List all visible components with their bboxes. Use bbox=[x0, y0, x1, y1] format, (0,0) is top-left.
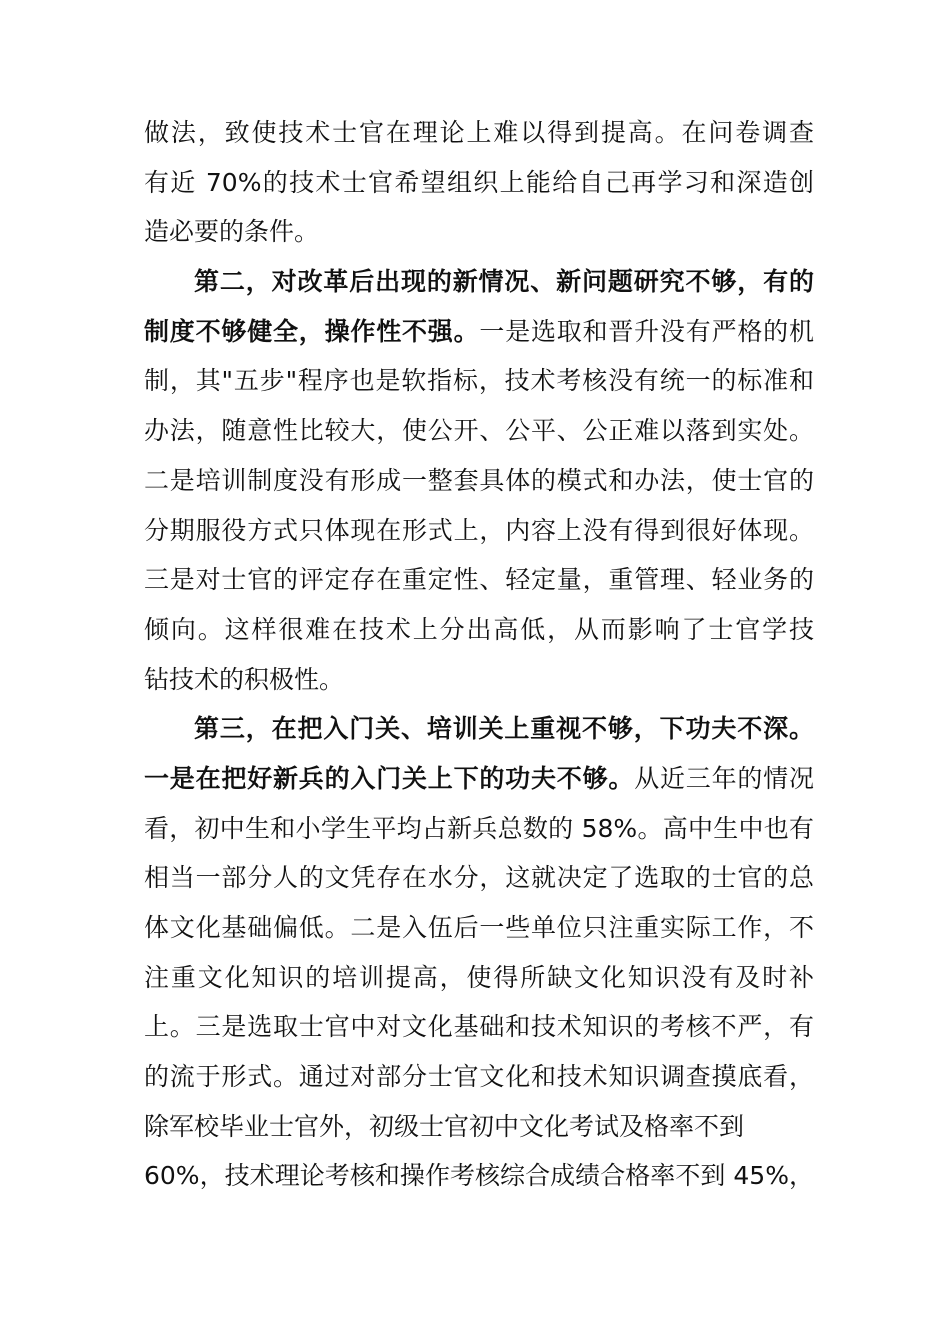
bold-heading-text: 制度不够健全，操作性不强。 bbox=[144, 316, 480, 346]
text-line bbox=[144, 555, 814, 605]
paragraph-text: 制，其"五步"程序也是软指标，技术考核没有统一的标准和 bbox=[144, 366, 814, 396]
paragraph-text: 倾向。这样很难在技术上分出高低，从而影响了士官学技 bbox=[144, 614, 814, 644]
text-line bbox=[144, 853, 814, 903]
text-line bbox=[144, 456, 814, 506]
paragraph-text: 看，初中生和小学生平均占新兵总数的 58%。高中生中也有 bbox=[144, 813, 814, 843]
text-line bbox=[144, 655, 814, 705]
paragraph-text: 60%，技术理论考核和操作考核综合成绩合格率不到 45%， bbox=[144, 1161, 814, 1191]
text-line bbox=[144, 506, 814, 556]
text-line bbox=[144, 903, 814, 953]
text-line bbox=[144, 108, 814, 158]
body-text bbox=[144, 108, 814, 1201]
text-line bbox=[144, 1052, 814, 1102]
paragraph-text: 从近三年的情况 bbox=[634, 763, 814, 793]
text-line bbox=[144, 953, 814, 1003]
text-line bbox=[144, 1151, 814, 1201]
paragraph-text: 造必要的条件。 bbox=[144, 217, 320, 247]
paragraph-text: 一是选取和晋升没有严格的机 bbox=[479, 316, 814, 346]
paragraph-text: 三是对士官的评定存在重定性、轻定量，重管理、轻业务的 bbox=[144, 565, 814, 595]
paragraph-text: 相当一部分人的文凭存在水分，这就决定了选取的士官的总 bbox=[144, 863, 814, 893]
paragraph-text: 有近 70%的技术士官希望组织上能给自己再学习和深造创 bbox=[144, 167, 814, 197]
bold-heading-text: 一是在把好新兵的入门关上下的功夫不够。 bbox=[144, 763, 635, 793]
paragraph-text: 除军校毕业士官外，初级士官初中文化考试及格率不到 bbox=[144, 1111, 745, 1141]
paragraph-text: 做法，致使技术士官在理论上难以得到提高。在问卷调查 bbox=[144, 118, 814, 147]
text-line bbox=[144, 158, 814, 208]
bold-heading-text: 第三，在把入门关、培训关上重视不够，下功夫不深。 bbox=[194, 714, 814, 744]
text-line bbox=[144, 704, 814, 754]
text-line bbox=[144, 1102, 814, 1152]
bold-heading-text: 第二，对改革后出现的新情况、新问题研究不够，有的 bbox=[194, 267, 814, 297]
paragraph-text: 体文化基础偏低。二是入伍后一些单位只注重实际工作，不 bbox=[144, 913, 814, 942]
paragraph-text: 钻技术的积极性。 bbox=[144, 664, 345, 694]
paragraph-text: 的流于形式。通过对部分士官文化和技术知识调查摸底看， bbox=[144, 1062, 814, 1092]
text-line bbox=[144, 356, 814, 406]
text-line bbox=[144, 1002, 814, 1052]
paragraph-text: 上。三是选取士官中对文化基础和技术知识的考核不严，有 bbox=[144, 1012, 814, 1042]
paragraph-text: 注重文化知识的培训提高，使得所缺文化知识没有及时补 bbox=[144, 962, 814, 992]
text-line bbox=[144, 804, 814, 854]
text-line bbox=[144, 207, 814, 257]
paragraph-text: 二是培训制度没有形成一整套具体的模式和办法，使士官的 bbox=[144, 465, 814, 495]
paragraph-text: 分期服役方式只体现在形式上，内容上没有得到很好体现。 bbox=[144, 515, 814, 545]
text-line bbox=[144, 605, 814, 655]
paragraph-text: 办法，随意性比较大，使公开、公平、公正难以落到实处。 bbox=[144, 416, 814, 446]
text-line bbox=[144, 257, 814, 307]
text-line bbox=[144, 406, 814, 456]
text-line bbox=[144, 754, 814, 804]
text-line bbox=[144, 307, 814, 357]
